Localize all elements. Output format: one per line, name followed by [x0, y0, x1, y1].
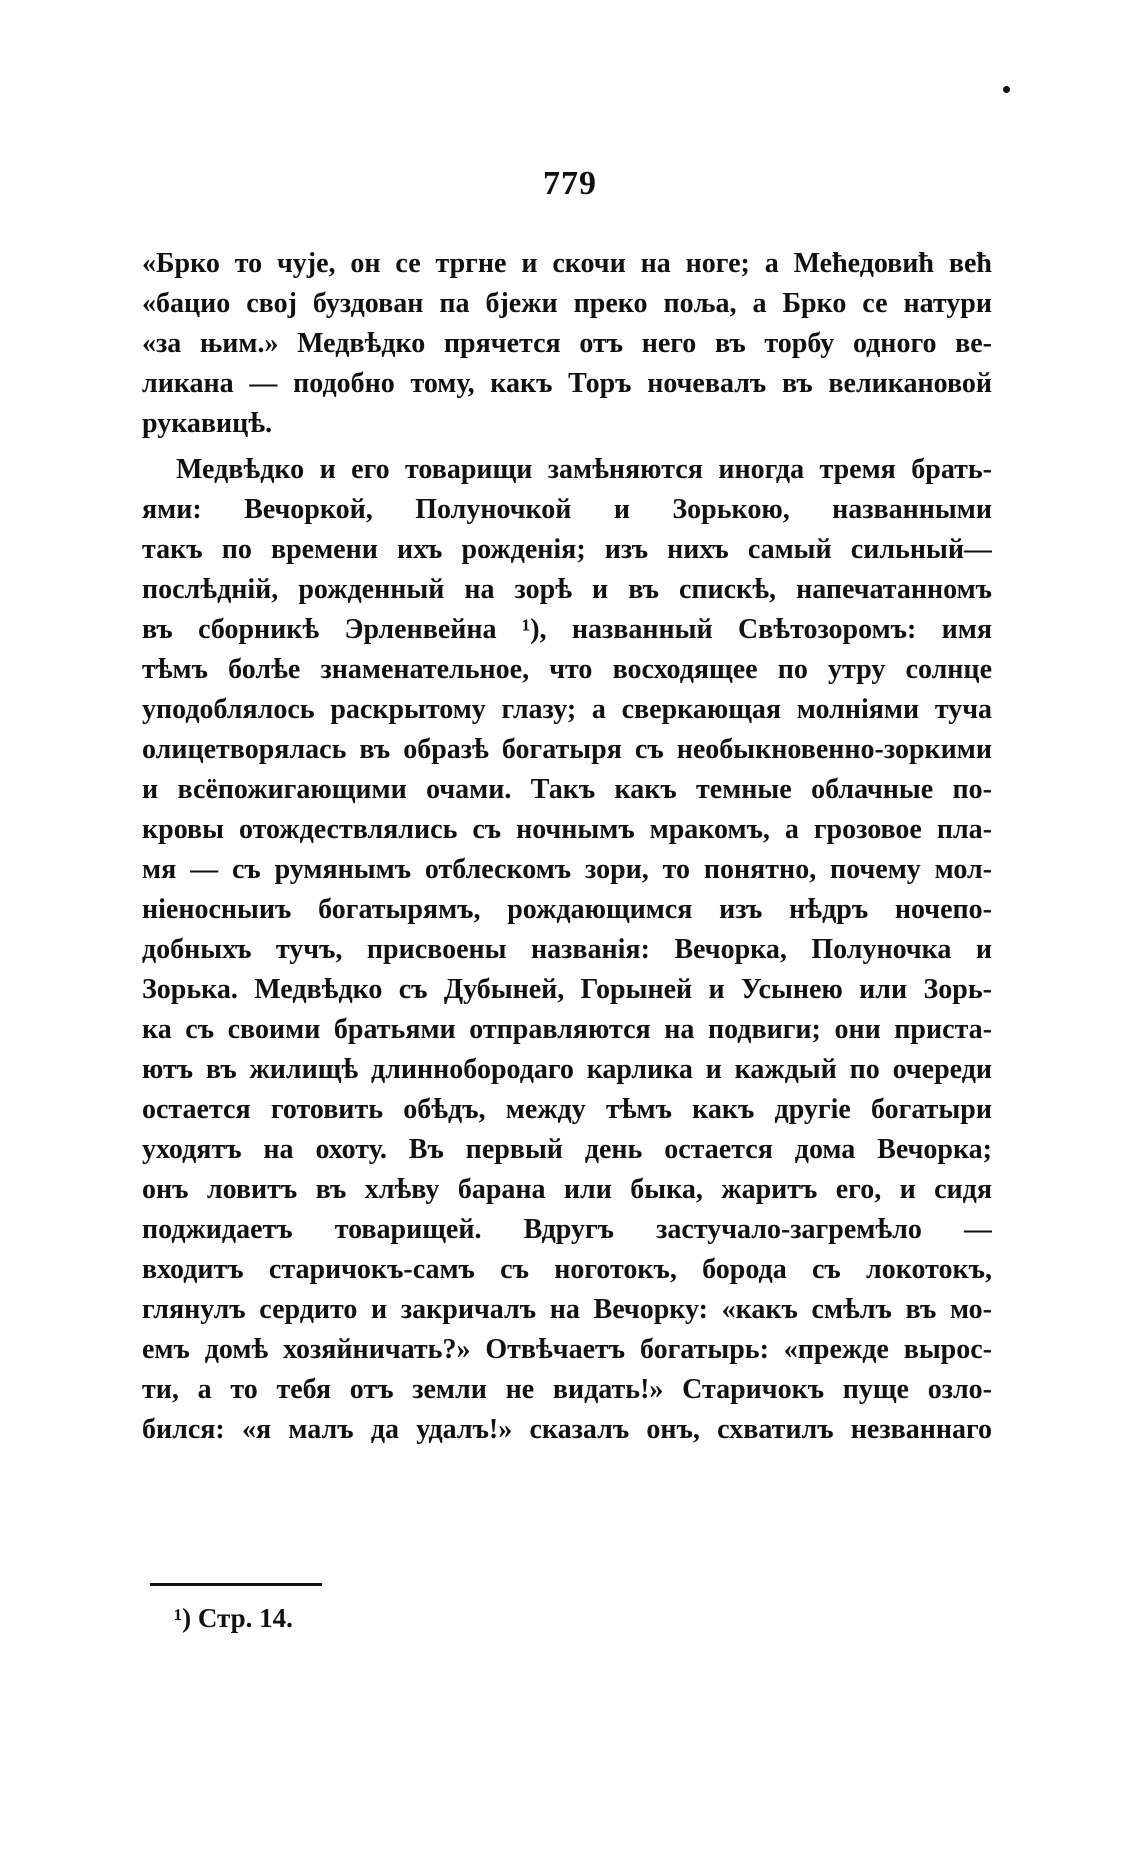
text-line: входитъ старичокъ-самъ съ ноготокъ, борода съ локотокъ, — [142, 1254, 992, 1285]
footnote-rule — [150, 1583, 322, 1586]
text-line: «за њим.» Медвѣдко прячется отъ него въ торбу одного ве- — [142, 328, 992, 359]
text-line: ти, а то тебя отъ земли не видать!» Старичокъ пуще озло- — [142, 1374, 992, 1405]
text-line: бился: «я малъ да удалъ!» сказалъ онъ, схватилъ незваннаго — [142, 1414, 992, 1445]
text-line: такъ по времени ихъ рожденія; изъ нихъ самый сильный— — [142, 534, 992, 565]
text-line: ніеносныиъ богатырямъ, рождающимся изъ нѣдръ ночепо- — [142, 894, 992, 925]
footnote — [174, 1603, 293, 1634]
text-line: Медвѣдко и его товарищи замѣняются иногда тремя брать- — [176, 454, 992, 485]
footnote-mark: ¹) — [174, 1603, 192, 1633]
text-line: ютъ въ жилищѣ длиннобородаго карлика и каждый по очереди — [142, 1054, 992, 1085]
text-line: «Брко то чује, он се тргне и скочи на ноге; а Мећедовић већ — [142, 248, 992, 279]
text-line: рукавицѣ. — [142, 408, 273, 439]
text-line: остается готовить обѣдъ, между тѣмъ какъ другіе богатыри — [142, 1094, 992, 1125]
text-line: ка съ своими братьями отправляются на подвиги; они приста- — [142, 1014, 992, 1045]
text-line: глянулъ сердито и закричалъ на Вечорку: «какъ смѣлъ въ мо- — [142, 1294, 992, 1325]
text-line: поджидаетъ товарищей. Вдругъ застучало-загремѣло — — [142, 1214, 992, 1245]
text-line: уподоблялось раскрытому глазу; а сверкающая молніями туча — [142, 694, 992, 725]
text-line: Зорька. Медвѣдко съ Дубыней, Горыней и Усынею или Зорь- — [142, 974, 992, 1005]
text-line: кровы отождествлялись съ ночнымъ мракомъ, а грозовое пла- — [142, 814, 992, 845]
page-number: 779 — [543, 165, 597, 202]
ink-dot — [1003, 86, 1010, 93]
body-text — [142, 244, 992, 1450]
text-line: добныхъ тучъ, присвоены названія: Вечорка, Полуночка и — [142, 934, 992, 965]
text-line: тѣмъ болѣе знаменательное, что восходящее по утру солнце — [142, 654, 992, 685]
text-line: онъ ловитъ въ хлѣву барана или быка, жаритъ его, и сидя — [142, 1174, 992, 1205]
text-line: ями: Вечоркой, Полуночкой и Зорькою, названными — [142, 494, 992, 525]
text-line: олицетворялась въ образѣ богатыря съ необыкновенно-зоркими — [142, 734, 992, 765]
text-line: емъ домѣ хозяйничать?» Отвѣчаетъ богатырь: «прежде вырос- — [142, 1334, 992, 1365]
text-line: послѣдній, рожденный на зорѣ и въ спискѣ, напечатанномъ — [142, 574, 992, 605]
text-line: въ сборникѣ Эрленвейна ¹), названный Свѣтозоромъ: имя — [142, 614, 992, 645]
text-line: мя — съ румянымъ отблескомъ зори, то понятно, почему мол- — [142, 854, 992, 885]
text-line: уходятъ на охоту. Въ первый день остается дома Вечорка; — [142, 1134, 992, 1165]
text-line: и всёпожигающими очами. Такъ какъ темные облачные по- — [142, 774, 992, 805]
text-line: ликана — подобно тому, какъ Торъ ночевалъ въ великановой — [142, 368, 992, 399]
footnote-text: Стр. 14. — [197, 1603, 293, 1633]
text-line: «бацио свој буздован па бјежи преко поља, а Брко се натури — [142, 288, 992, 319]
